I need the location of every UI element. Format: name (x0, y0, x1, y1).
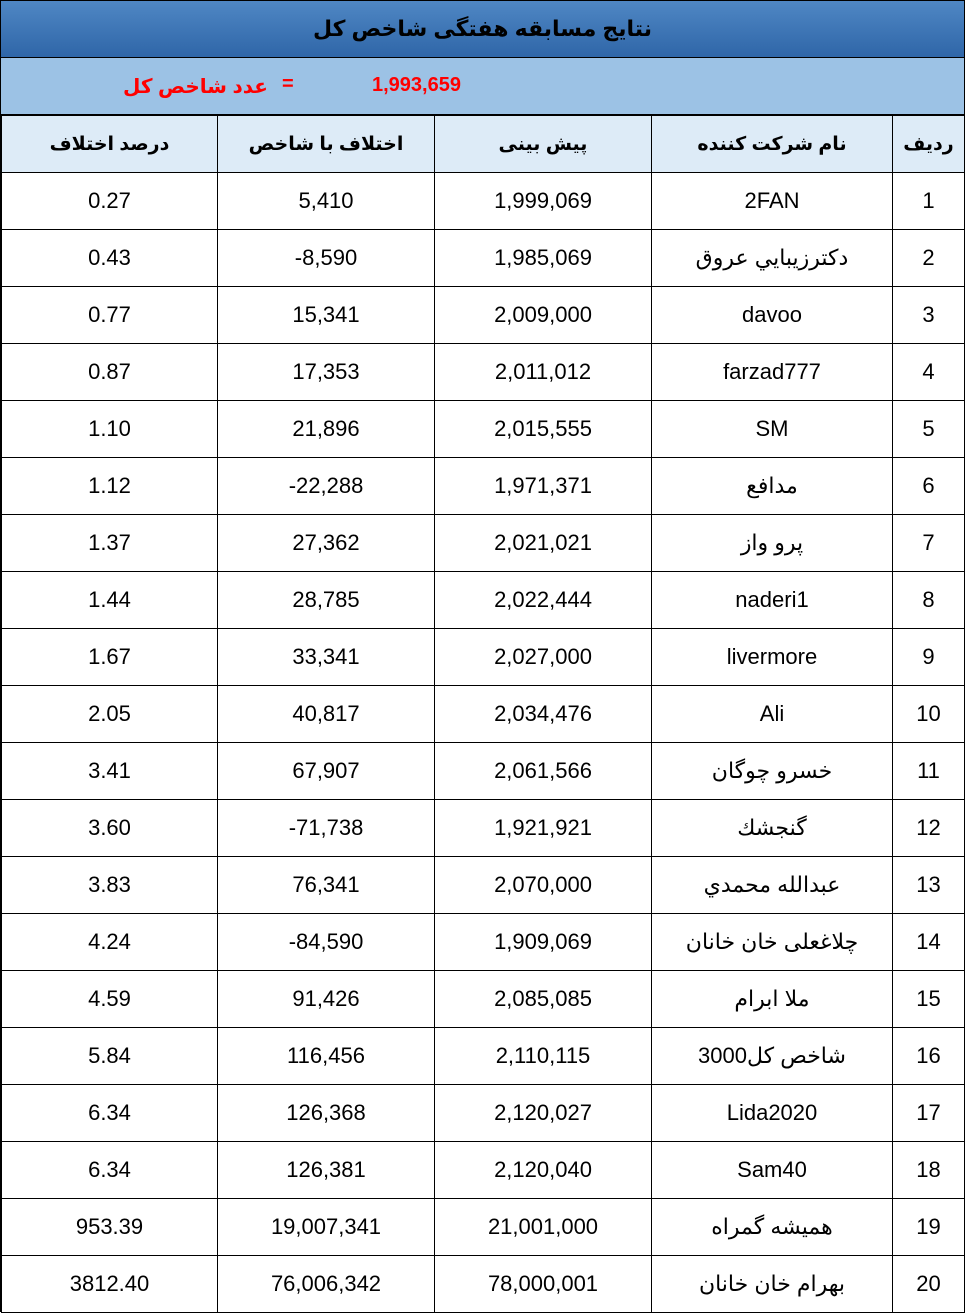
cell-name: Sam40 (652, 1142, 893, 1199)
cell-percent: 5.84 (2, 1028, 218, 1085)
cell-rank: 5 (893, 401, 965, 458)
cell-name: بهرام خان خانان (652, 1256, 893, 1313)
cell-name: 2FAN (652, 173, 893, 230)
cell-diff: 126,368 (218, 1085, 435, 1142)
title-bar (1, 1, 964, 58)
cell-name: دكترزيبايي عروق (652, 230, 893, 287)
header-prediction: پیش بینی (435, 116, 652, 173)
table-row (2, 1028, 965, 1085)
page-title: نتایج مسابقه هفتگی شاخص کل (312, 16, 653, 41)
cell-name: شاخص کل3000 (652, 1028, 893, 1085)
cell-rank: 6 (893, 458, 965, 515)
cell-prediction: 2,011,012 (435, 344, 652, 401)
cell-name: پرو واز (652, 515, 893, 572)
results-table (1, 115, 965, 1313)
header-name: نام شرکت کننده (652, 116, 893, 173)
cell-rank: 9 (893, 629, 965, 686)
cell-name: SM (652, 401, 893, 458)
cell-rank: 19 (893, 1199, 965, 1256)
cell-percent: 6.34 (2, 1142, 218, 1199)
cell-rank: 13 (893, 857, 965, 914)
cell-percent: 953.39 (2, 1199, 218, 1256)
cell-prediction: 2,009,000 (435, 287, 652, 344)
cell-diff: -71,738 (218, 800, 435, 857)
cell-prediction: 2,022,444 (435, 572, 652, 629)
cell-rank: 8 (893, 572, 965, 629)
cell-prediction: 21,001,000 (435, 1199, 652, 1256)
cell-diff: 21,896 (218, 401, 435, 458)
cell-rank: 1 (893, 173, 965, 230)
cell-rank: 15 (893, 971, 965, 1028)
cell-rank: 17 (893, 1085, 965, 1142)
index-label: عدد شاخص کل (123, 76, 268, 98)
cell-name: naderi1 (652, 572, 893, 629)
table-row (2, 173, 965, 230)
cell-prediction: 2,070,000 (435, 857, 652, 914)
cell-percent: 1.44 (2, 572, 218, 629)
cell-prediction: 2,120,027 (435, 1085, 652, 1142)
cell-diff: 76,341 (218, 857, 435, 914)
cell-name: چلاغعلی خان خانان (652, 914, 893, 971)
cell-percent: 0.27 (2, 173, 218, 230)
cell-percent: 1.12 (2, 458, 218, 515)
table-row (2, 686, 965, 743)
cell-diff: 67,907 (218, 743, 435, 800)
cell-rank: 20 (893, 1256, 965, 1313)
results-body (2, 173, 965, 1313)
cell-percent: 4.24 (2, 914, 218, 971)
cell-rank: 18 (893, 1142, 965, 1199)
cell-name: همیشه گمراه (652, 1199, 893, 1256)
cell-prediction: 2,085,085 (435, 971, 652, 1028)
cell-name: Lida2020 (652, 1085, 893, 1142)
table-row (2, 629, 965, 686)
cell-prediction: 2,027,000 (435, 629, 652, 686)
cell-name: ملا ابرام (652, 971, 893, 1028)
cell-name: مدافع (652, 458, 893, 515)
table-row (2, 344, 965, 401)
cell-percent: 3812.40 (2, 1256, 218, 1313)
cell-percent: 6.34 (2, 1085, 218, 1142)
cell-percent: 3.60 (2, 800, 218, 857)
cell-diff: 27,362 (218, 515, 435, 572)
cell-rank: 14 (893, 914, 965, 971)
cell-diff: 28,785 (218, 572, 435, 629)
header-rank: ردیف (893, 116, 965, 173)
cell-prediction: 2,061,566 (435, 743, 652, 800)
table-row (2, 1085, 965, 1142)
cell-diff: 17,353 (218, 344, 435, 401)
header-diff: اختلاف با شاخص (218, 116, 435, 173)
cell-percent: 1.67 (2, 629, 218, 686)
cell-rank: 2 (893, 230, 965, 287)
table-row (2, 857, 965, 914)
cell-prediction: 1,971,371 (435, 458, 652, 515)
index-bar (1, 58, 964, 115)
cell-diff: 33,341 (218, 629, 435, 686)
cell-prediction: 1,985,069 (435, 230, 652, 287)
cell-prediction: 1,921,921 (435, 800, 652, 857)
cell-percent: 1.37 (2, 515, 218, 572)
cell-name: عبدالله محمدي (652, 857, 893, 914)
table-row (2, 401, 965, 458)
cell-diff: 5,410 (218, 173, 435, 230)
table-row (2, 800, 965, 857)
index-value: 1,993,659 (372, 74, 461, 96)
table-row (2, 743, 965, 800)
cell-diff: 126,381 (218, 1142, 435, 1199)
cell-percent: 0.77 (2, 287, 218, 344)
cell-rank: 3 (893, 287, 965, 344)
cell-percent: 3.41 (2, 743, 218, 800)
cell-diff: 19,007,341 (218, 1199, 435, 1256)
cell-prediction: 1,909,069 (435, 914, 652, 971)
cell-percent: 1.10 (2, 401, 218, 458)
cell-percent: 0.43 (2, 230, 218, 287)
table-row (2, 1142, 965, 1199)
cell-rank: 12 (893, 800, 965, 857)
cell-prediction: 2,034,476 (435, 686, 652, 743)
table-row (2, 971, 965, 1028)
cell-diff: 15,341 (218, 287, 435, 344)
table-row (2, 1199, 965, 1256)
cell-diff: -8,590 (218, 230, 435, 287)
table-row (2, 1256, 965, 1313)
cell-prediction: 78,000,001 (435, 1256, 652, 1313)
cell-name: خسرو چوگان (652, 743, 893, 800)
cell-prediction: 2,015,555 (435, 401, 652, 458)
cell-rank: 4 (893, 344, 965, 401)
cell-percent: 3.83 (2, 857, 218, 914)
cell-prediction: 2,021,021 (435, 515, 652, 572)
cell-diff: 91,426 (218, 971, 435, 1028)
cell-percent: 2.05 (2, 686, 218, 743)
cell-diff: 40,817 (218, 686, 435, 743)
cell-name: farzad777 (652, 344, 893, 401)
cell-rank: 11 (893, 743, 965, 800)
cell-diff: -22,288 (218, 458, 435, 515)
cell-prediction: 1,999,069 (435, 173, 652, 230)
cell-diff: -84,590 (218, 914, 435, 971)
cell-diff: 116,456 (218, 1028, 435, 1085)
cell-rank: 10 (893, 686, 965, 743)
table-row (2, 914, 965, 971)
cell-rank: 7 (893, 515, 965, 572)
cell-diff: 76,006,342 (218, 1256, 435, 1313)
cell-percent: 0.87 (2, 344, 218, 401)
cell-name: Ali (652, 686, 893, 743)
table-row (2, 458, 965, 515)
cell-name: livermore (652, 629, 893, 686)
cell-name: گنجشك (652, 800, 893, 857)
header-row (2, 116, 965, 173)
table-row (2, 230, 965, 287)
table-row (2, 287, 965, 344)
table-row (2, 572, 965, 629)
cell-percent: 4.59 (2, 971, 218, 1028)
index-equals: = (282, 73, 294, 95)
table-row (2, 515, 965, 572)
cell-prediction: 2,120,040 (435, 1142, 652, 1199)
cell-rank: 16 (893, 1028, 965, 1085)
header-percent: درصد اختلاف (2, 116, 218, 173)
cell-name: davoo (652, 287, 893, 344)
cell-prediction: 2,110,115 (435, 1028, 652, 1085)
